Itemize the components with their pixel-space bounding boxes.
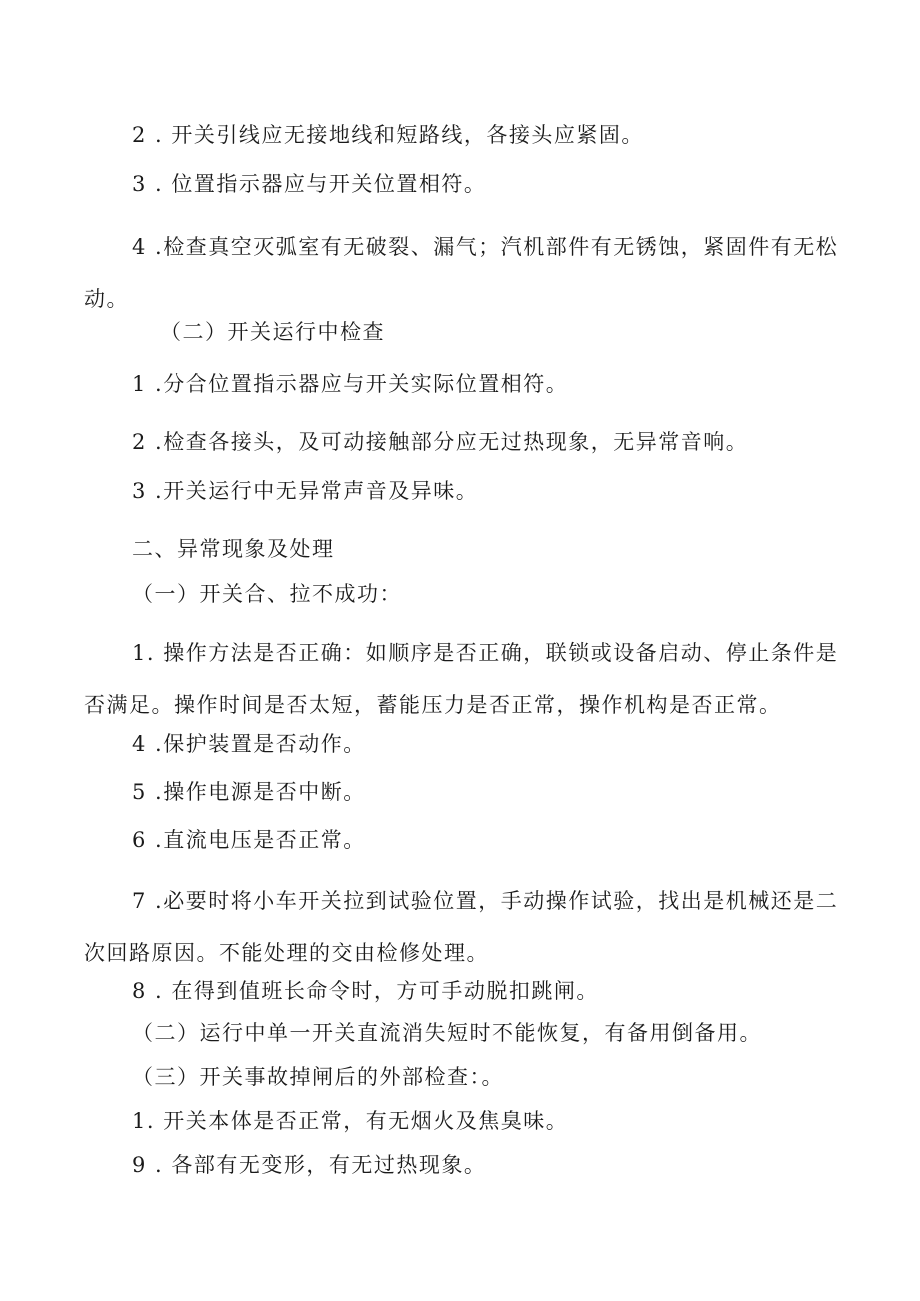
- subsection-heading-1: （一）开关合、拉不成功：: [132, 582, 402, 606]
- subsection-heading-2: （二）开关运行中检查: [160, 320, 385, 344]
- paragraph-2: 3 . 位置指示器应与开关位置相符。: [132, 172, 487, 196]
- section-heading: 二、异常现象及处理: [132, 537, 335, 561]
- paragraph-5: 2 .检查各接头，及可动接触部分应无过热现象，无异常音响。: [132, 430, 749, 454]
- paragraph-8: 4 .保护装置是否动作。: [132, 732, 366, 756]
- paragraph-14: 9 . 各部有无变形，有无过热现象。: [132, 1153, 487, 1177]
- paragraph-10: 6 .直流电压是否正常。: [132, 828, 366, 852]
- paragraph-9: 5 .操作电源是否中断。: [132, 780, 366, 804]
- subsection-heading-3: （二）运行中单一开关直流消失短时不能恢复，有备用倒备用。: [132, 1021, 762, 1045]
- subsection-heading-4: （三）开关事故掉闸后的外部检查：。: [132, 1065, 504, 1089]
- paragraph-1: 2 . 开关引线应无接地线和短路线，各接头应紧固。: [132, 123, 644, 147]
- paragraph-13: 1. 开关本体是否正常，有无烟火及焦臭味。: [132, 1109, 569, 1133]
- paragraph-12: 8 . 在得到值班长命令时，方可手动脱扣跳闸。: [132, 979, 599, 1003]
- paragraph-3: 4 .检查真空灭弧室有无破裂、漏气；汽机部件有无锈蚀，紧固件有无松动。: [84, 235, 839, 311]
- paragraph-4: 1 .分合位置指示器应与开关实际位置相符。: [132, 372, 569, 396]
- paragraph-11: 7 .必要时将小车开关拉到试验位置，手动操作试验，找出是机械还是二次回路原因。不能处理的交由检修处理。: [84, 889, 839, 965]
- paragraph-7: 1. 操作方法是否正确：如顺序是否正确，联锁或设备启动、停止条件是否满足。操作时间是否太短，蓄能压力是否正常，操作机构是否正常。: [84, 641, 839, 717]
- paragraph-6: 3 .开关运行中无异常声音及异味。: [132, 479, 479, 503]
